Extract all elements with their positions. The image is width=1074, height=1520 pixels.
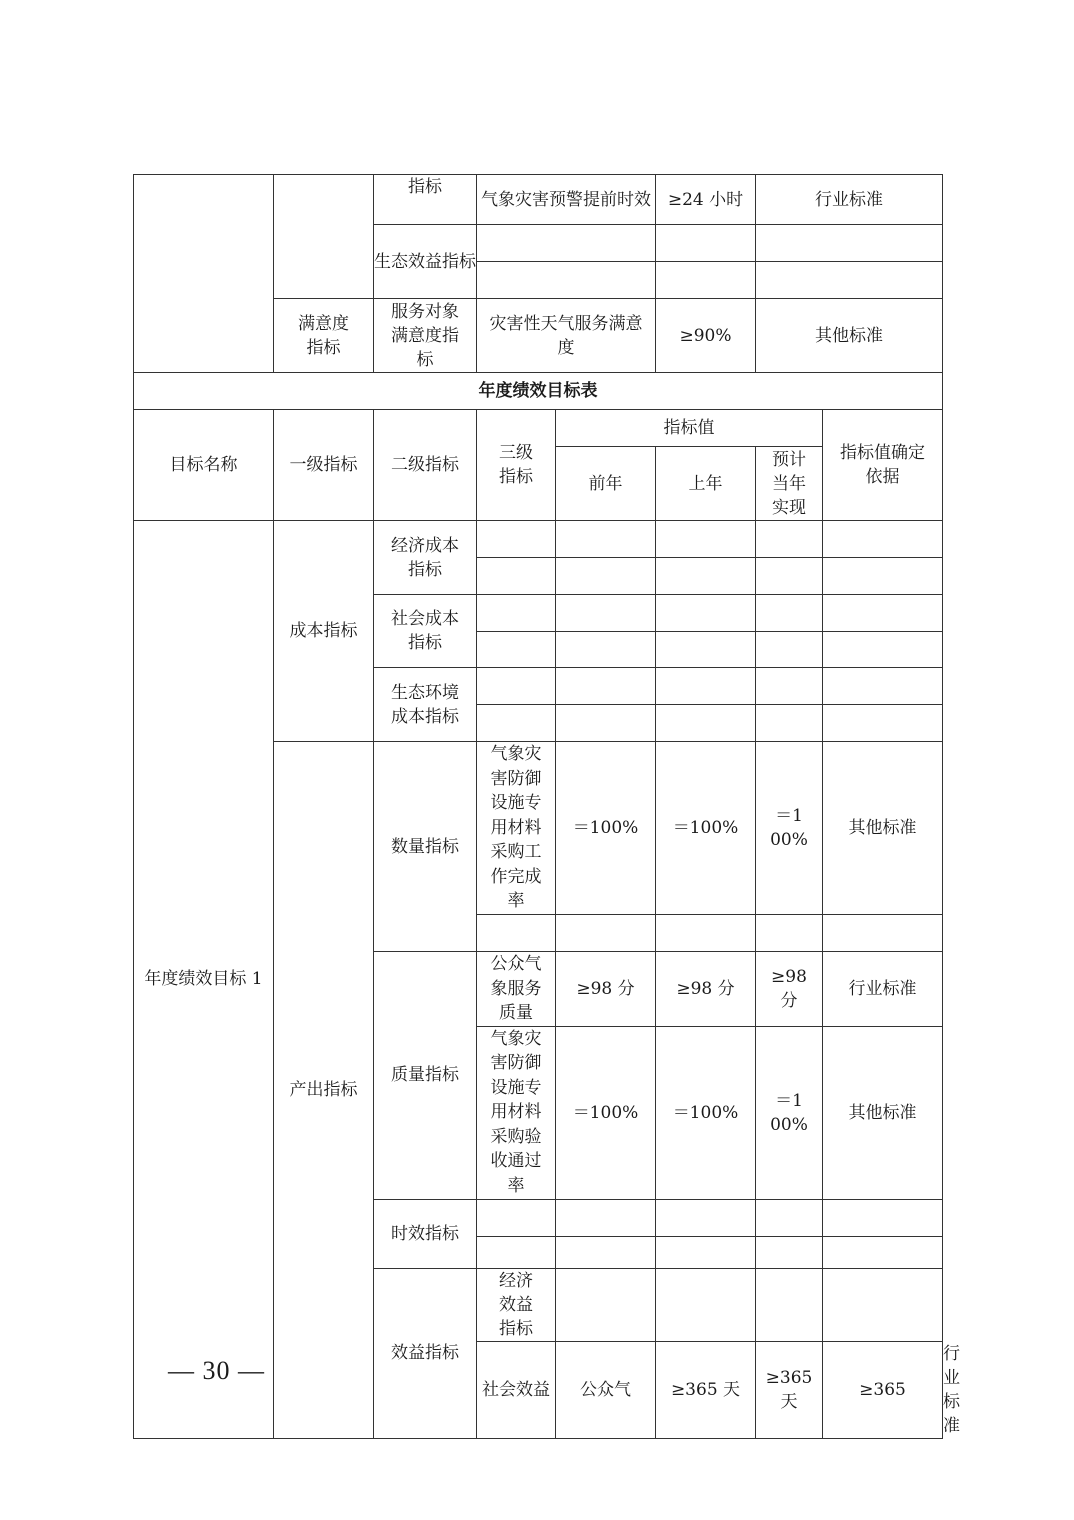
empty-cell bbox=[477, 595, 556, 632]
empty-cell bbox=[756, 705, 823, 742]
table-title: 年度绩效目标表 bbox=[134, 373, 943, 410]
value-prev: ≥98 分 bbox=[656, 952, 756, 1027]
empty-cell bbox=[556, 595, 656, 632]
header-prev-prev-year: 前年 bbox=[556, 447, 656, 521]
value-current: ＝100% bbox=[756, 1026, 823, 1199]
header-level3: 三级指标 bbox=[477, 410, 556, 521]
page-number: — 30 — bbox=[168, 1356, 265, 1385]
level2-ecological-cost: 生态环境成本指标 bbox=[374, 668, 477, 742]
empty-cell bbox=[556, 1199, 656, 1236]
empty-cell bbox=[656, 632, 756, 668]
empty-cell bbox=[477, 705, 556, 742]
value-current: ≥365 bbox=[823, 1341, 943, 1438]
empty-cell bbox=[823, 1199, 943, 1236]
value-current: ≥98分 bbox=[756, 952, 823, 1027]
empty-cell bbox=[823, 1236, 943, 1268]
empty-cell bbox=[556, 632, 656, 668]
empty-cell bbox=[756, 915, 823, 952]
empty-cell bbox=[756, 1236, 823, 1268]
value-prev-prev: ＝100% bbox=[556, 742, 656, 915]
basis-cell: 其他标准 bbox=[756, 299, 943, 373]
level3-quality-item: 公众气象服务质量 bbox=[477, 952, 556, 1027]
empty-cell bbox=[656, 521, 756, 558]
empty-cell bbox=[823, 668, 943, 705]
empty-cell bbox=[756, 595, 823, 632]
empty-cell bbox=[656, 558, 756, 595]
empty-cell bbox=[477, 632, 556, 668]
basis-cell: 其他标准 bbox=[823, 742, 943, 915]
level2-cell: 服务对象满意度指标 bbox=[374, 299, 477, 373]
empty-cell bbox=[656, 1199, 756, 1236]
basis-cell: 其他标准 bbox=[823, 1026, 943, 1199]
level1-cell: 满意度指标 bbox=[274, 299, 374, 373]
level3-cell: 气象灾害预警提前时效 bbox=[477, 175, 656, 225]
empty-cell bbox=[477, 668, 556, 705]
level3-quantity-item: 气象灾害防御设施专用材料采购工作完成率 bbox=[477, 742, 556, 915]
header-current-year: 预计当年实现 bbox=[756, 447, 823, 521]
value-prev-prev: ＝100% bbox=[556, 1026, 656, 1199]
header-level1: 一级指标 bbox=[274, 410, 374, 521]
value-prev-prev: ≥365 天 bbox=[656, 1341, 756, 1438]
empty-cell bbox=[756, 1268, 823, 1341]
empty-cell bbox=[823, 915, 943, 952]
empty-cell bbox=[274, 175, 374, 299]
empty-cell bbox=[556, 1268, 656, 1341]
empty-cell bbox=[556, 521, 656, 558]
level2-quality: 质量指标 bbox=[374, 952, 477, 1200]
empty-cell bbox=[823, 632, 943, 668]
empty-cell bbox=[756, 668, 823, 705]
empty-cell bbox=[756, 632, 823, 668]
empty-cell bbox=[477, 1199, 556, 1236]
empty-cell bbox=[556, 1236, 656, 1268]
empty-cell bbox=[656, 915, 756, 952]
level1-cost: 成本指标 bbox=[274, 521, 374, 742]
value-current: ＝100% bbox=[756, 742, 823, 915]
level2-economic-benefit: 经济效益指标 bbox=[477, 1268, 556, 1341]
empty-cell bbox=[823, 558, 943, 595]
empty-cell bbox=[656, 1236, 756, 1268]
basis-cell: 行业标准 bbox=[756, 175, 943, 225]
empty-cell bbox=[477, 521, 556, 558]
top-continuation-table bbox=[133, 174, 943, 373]
empty-cell bbox=[477, 915, 556, 952]
level3-social-benefit-item: 公众气 bbox=[556, 1341, 656, 1438]
empty-cell bbox=[477, 262, 656, 299]
value-prev: ＝100% bbox=[656, 1026, 756, 1199]
level2-economic-cost: 经济成本指标 bbox=[374, 521, 477, 595]
empty-cell bbox=[823, 1268, 943, 1341]
empty-cell bbox=[756, 262, 943, 299]
level3-cell: 灾害性天气服务满意度 bbox=[477, 299, 656, 373]
level2-quantity: 数量指标 bbox=[374, 742, 477, 952]
empty-cell bbox=[477, 1236, 556, 1268]
empty-cell bbox=[656, 1268, 756, 1341]
header-goal-name: 目标名称 bbox=[134, 410, 274, 521]
empty-cell bbox=[134, 175, 274, 373]
empty-cell bbox=[756, 225, 943, 262]
empty-cell bbox=[477, 225, 656, 262]
level1-output: 产出指标 bbox=[274, 742, 374, 1439]
empty-cell bbox=[656, 668, 756, 705]
header-indicator-value: 指标值 bbox=[556, 410, 823, 447]
value-cell: ≥24 小时 bbox=[656, 175, 756, 225]
empty-cell bbox=[556, 558, 656, 595]
level2-social-benefit: 社会效益 bbox=[477, 1341, 556, 1438]
empty-cell bbox=[656, 262, 756, 299]
empty-cell bbox=[756, 1199, 823, 1236]
value-prev: ＝100% bbox=[656, 742, 756, 915]
empty-cell bbox=[556, 915, 656, 952]
header-level2: 二级指标 bbox=[374, 410, 477, 521]
header-prev-year: 上年 bbox=[656, 447, 756, 521]
level2-cell: 指标 bbox=[374, 175, 477, 225]
level2-timeliness: 时效指标 bbox=[374, 1199, 477, 1268]
empty-cell bbox=[823, 705, 943, 742]
level2-social-cost: 社会成本指标 bbox=[374, 595, 477, 668]
level2-cell: 生态效益指标 bbox=[374, 225, 477, 299]
annual-performance-table: 年度绩效目标表 目标名称 一级指标 二级指标 三级指标 指标值 指标值确定依据 前年 上年 预计当年实现 年度绩效目标 1 成本指标 经济成本指标 社会成本指标 生态环境成本指标 产出指标 数量指标 气象灾害防御设施专用材料采购工作完成率 ＝100% ＝100% ＝100% 其他标准 质量指标 公众气象服务质量 ≥98 分 ≥98 分 ≥98分 行业标准 气象灾害防御设施专用材料采购验收通过率 ＝100% ＝100% ＝100% 其他标准 时效指标 效益指标 经济效益指标 社会效益 公众气 ≥365 天 ≥365 天 ≥365 行业标准 bbox=[133, 372, 943, 1439]
value-cell: ≥90% bbox=[656, 299, 756, 373]
level3-quality-item: 气象灾害防御设施专用材料采购验收通过率 bbox=[477, 1026, 556, 1199]
empty-cell bbox=[656, 705, 756, 742]
empty-cell bbox=[656, 225, 756, 262]
empty-cell bbox=[556, 705, 656, 742]
goal-name-cell: 年度绩效目标 1 bbox=[134, 521, 274, 1439]
empty-cell bbox=[477, 558, 556, 595]
empty-cell bbox=[823, 521, 943, 558]
value-prev-prev: ≥98 分 bbox=[556, 952, 656, 1027]
header-basis: 指标值确定依据 bbox=[823, 410, 943, 521]
empty-cell bbox=[656, 595, 756, 632]
value-prev: ≥365 天 bbox=[756, 1341, 823, 1438]
empty-cell bbox=[756, 558, 823, 595]
basis-cell: 行业标准 bbox=[823, 952, 943, 1027]
empty-cell bbox=[756, 521, 823, 558]
empty-cell bbox=[823, 595, 943, 632]
empty-cell bbox=[556, 668, 656, 705]
level1-benefit: 效益指标 bbox=[374, 1268, 477, 1438]
